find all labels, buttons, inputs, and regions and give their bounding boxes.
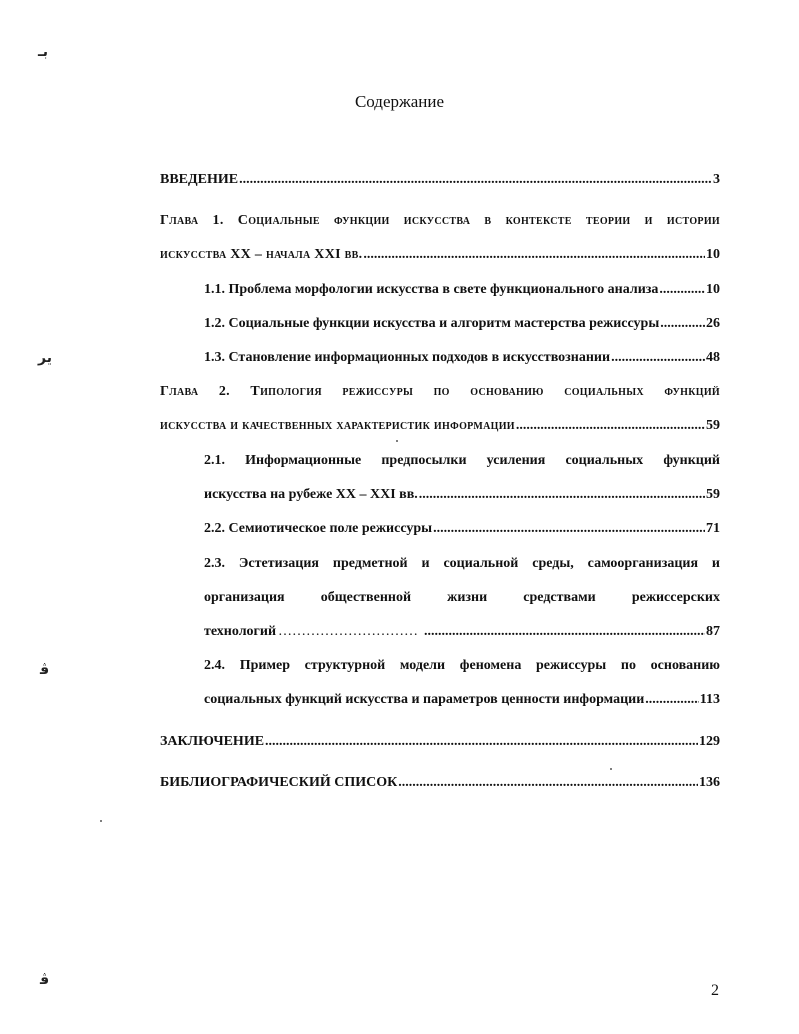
toc-entry-2-3-line1[interactable]: 2.3. Эстетизация предметной и социальной среды, самоорганизация и <box>204 556 720 571</box>
toc-page: 71 <box>706 521 720 536</box>
page-title: Содержание <box>354 92 445 111</box>
toc-entry-bibliography[interactable] <box>160 773 720 793</box>
toc-page: 59 <box>706 487 720 502</box>
toc-page: 136 <box>699 775 720 790</box>
toc-page: 113 <box>699 692 720 707</box>
toc-entry-conclusion[interactable] <box>160 732 720 752</box>
toc-entry-1-1[interactable] <box>204 280 720 300</box>
toc-leader <box>660 314 705 334</box>
margin-mark: ﭬ <box>40 972 50 988</box>
toc-page: 10 <box>706 282 720 297</box>
toc-leader <box>419 485 705 505</box>
toc-entry-2-1[interactable] <box>204 485 720 505</box>
margin-mark: ﭬ <box>40 662 50 678</box>
toc-chapter1-line1[interactable]: Глава 1. Социальные функции искусства в контексте теории и истории <box>160 213 720 228</box>
page-number: 2 <box>711 982 719 999</box>
toc-page: 48 <box>706 350 720 365</box>
toc-leader <box>659 280 705 300</box>
toc-label: ВВЕДЕНИЕ <box>160 172 239 187</box>
toc-entry-2-4-line1[interactable]: 2.4. Пример структурной модели феномена режиссуры по основанию <box>204 658 720 673</box>
toc-label: ЗАКЛЮЧЕНИЕ <box>160 734 265 749</box>
toc-label: социальных функций искусства и параметров ценности информации <box>204 692 645 707</box>
toc-leader <box>645 690 698 710</box>
toc-leader <box>239 170 712 190</box>
toc-label: 1.3. Становление информационных подходов в искусствознании <box>204 350 611 365</box>
toc-leader <box>516 416 705 436</box>
toc-page: 10 <box>706 247 720 262</box>
scan-speck <box>100 820 102 822</box>
toc-entry-chapter1[interactable] <box>160 245 720 265</box>
margin-mark: ير <box>38 350 52 366</box>
toc-page: 87 <box>706 624 720 639</box>
toc-label: 2.2. Семиотическое поле режиссуры <box>204 521 433 536</box>
toc-leader <box>398 773 698 793</box>
toc-label: искусства и качественных характеристик информации <box>160 418 515 433</box>
toc-label: искусства на рубеже XX – XXI вв. <box>204 487 418 502</box>
toc-leader <box>424 622 705 642</box>
toc-chapter2-line1[interactable]: Глава 2. Типология режиссуры по основанию социальных функций <box>160 384 720 399</box>
toc-entry-1-2[interactable] <box>204 314 720 334</box>
toc-label: 1.2. Социальные функции искусства и алгоритм мастерства режиссуры <box>204 316 660 331</box>
toc-leader <box>265 732 698 752</box>
scan-speck <box>396 440 398 442</box>
toc-entry-2-2[interactable] <box>204 519 720 539</box>
toc-entry-chapter2[interactable] <box>160 416 720 436</box>
margin-mark: بـ <box>38 44 49 60</box>
scan-speck <box>610 768 612 770</box>
toc-entry-2-1-line1[interactable]: 2.1. Информационные предпосылки усиления социальных функций <box>204 453 720 468</box>
toc-entry-1-3[interactable] <box>204 348 720 368</box>
toc-page: 3 <box>713 172 720 187</box>
toc-leader <box>611 348 705 368</box>
toc-page: 129 <box>699 734 720 749</box>
toc-leader <box>363 245 705 265</box>
toc-entry-2-3-line2[interactable]: организация общественной жизни средствами режиссерских <box>204 590 720 605</box>
toc-label: технологий <box>204 624 277 639</box>
toc-label: БИБЛИОГРАФИЧЕСКИЙ СПИСОК <box>160 775 398 790</box>
toc-page: 26 <box>706 316 720 331</box>
toc-label: искусства XX – начала XXI вв. <box>160 247 363 262</box>
toc-leader <box>433 519 705 539</box>
toc-entry-intro[interactable] <box>160 170 720 190</box>
toc-page: 59 <box>706 418 720 433</box>
toc-leader-ellipsis: ………………………… <box>278 624 419 639</box>
toc-entry-2-4[interactable] <box>204 690 720 710</box>
toc-label: 1.1. Проблема морфологии искусства в свете функционального анализа <box>204 282 659 297</box>
toc-entry-2-3[interactable] <box>204 622 720 642</box>
